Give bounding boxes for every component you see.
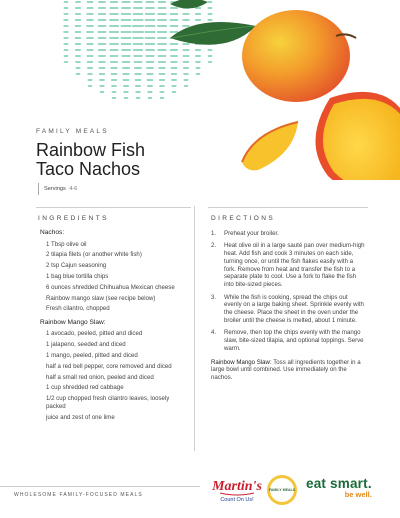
list-item: 1 jalapeno, seeded and diced — [46, 341, 126, 349]
page-title — [36, 141, 145, 179]
column-divider — [194, 206, 195, 451]
list-item: Fresh cilantro, chopped — [46, 305, 110, 313]
servings-value: 4-6 — [69, 186, 78, 192]
directions-list — [211, 230, 366, 382]
slaw-directions — [211, 359, 366, 382]
directions-heading: DIRECTIONS — [211, 215, 276, 222]
slaw-label: Rainbow Mango Slaw: — [40, 318, 106, 326]
direction-step — [211, 242, 366, 289]
list-item: Rainbow mango slaw (see recipe below) — [46, 294, 156, 302]
mango-half-icon — [308, 88, 400, 180]
eat-smart-logo — [306, 476, 372, 499]
step-text: Heat olive oil in a large sauté pan over medium-high heat. Add fish and cook 3 minutes on each side, turning once, or until the fish flakes easily with a fork. Remove from heat and transfer the fish to a separate plate to cool. Use a fork to flake the fish into bite-sized pieces. — [224, 242, 365, 289]
step-number: 1. — [211, 230, 217, 237]
direction-step — [211, 329, 366, 352]
ingredients-list — [40, 229, 185, 424]
title-line-1: Rainbow Fish — [36, 140, 146, 160]
divider-left — [36, 207, 191, 208]
step-number: 4. — [211, 329, 217, 337]
martins-logo-name: Martin's — [212, 479, 262, 494]
family-meals-badge-icon — [265, 473, 299, 507]
step-text: Remove, then top the chips evenly with the mango slaw, bite-sized tilapia, and optional toppings. Serve warm. — [224, 329, 364, 352]
martins-logo-tagline: Count On Us! — [220, 497, 254, 503]
step-number: 3. — [211, 293, 217, 301]
family-meals-badge-text: FAMILY MEALS — [268, 488, 296, 492]
list-item: 1 bag blue tortilla chips — [46, 272, 109, 280]
mango-slice-icon — [238, 120, 302, 172]
divider-right — [208, 207, 368, 208]
step-text: Preheat your broiler. — [224, 230, 279, 237]
step-number: 2. — [211, 242, 217, 250]
servings-info — [38, 183, 77, 195]
step-text: While the fish is cooking, spread the chips out evenly on a large baking sheet. Sprinkle evenly with the cheese. Place the sheet in the oven under the broiler until the cheese is melted, about 1 minute. — [224, 293, 364, 324]
leaf-icon — [168, 0, 210, 12]
eyebrow-label: FAMILY MEALS — [36, 128, 109, 135]
list-item: 1 avocado, peeled, pitted and diced — [46, 330, 143, 338]
list-item: half a red bell pepper, core removed and diced — [46, 362, 172, 370]
ingredients-heading: INGREDIENTS — [38, 215, 109, 222]
be-well-text: be well. — [344, 490, 372, 499]
servings-label: Servings — [44, 186, 66, 192]
list-item: 2 tsp Cajun seasoning — [46, 262, 107, 270]
nachos-label: Nachos: — [40, 229, 65, 236]
list-item: half a small red onion, peeled and diced — [46, 373, 154, 381]
footer-rule — [0, 486, 200, 487]
title-line-2: Taco Nachos — [36, 159, 141, 179]
footer-tagline: WHOLESOME FAMILY-FOCUSED MEALS — [14, 492, 143, 498]
eat-smart-text: eat smart. — [306, 476, 372, 491]
list-item: 6 ounces shredded Chihuahua Mexican cheese — [46, 283, 175, 291]
slaw-directions-text: Toss all ingredients together in a large bowl until combined. Use immediately on the nachos. — [211, 358, 361, 382]
list-item: 1/2 cup chopped fresh cilantro leaves, loosely packed — [46, 395, 170, 410]
direction-step — [211, 230, 366, 238]
list-item: 1 cup shredded red cabbage — [46, 384, 124, 392]
list-item: juice and zest of one lime — [46, 413, 115, 421]
slaw-directions-label: Rainbow Mango Slaw: — [211, 358, 272, 366]
list-item: 1 mango, peeled, pitted and diced — [46, 352, 138, 360]
martins-logo-icon — [212, 474, 262, 504]
list-item: 1 Tbsp olive oil — [46, 240, 87, 248]
list-item: 2 tilapia filets (or another white fish) — [46, 251, 142, 259]
direction-step — [211, 294, 366, 325]
